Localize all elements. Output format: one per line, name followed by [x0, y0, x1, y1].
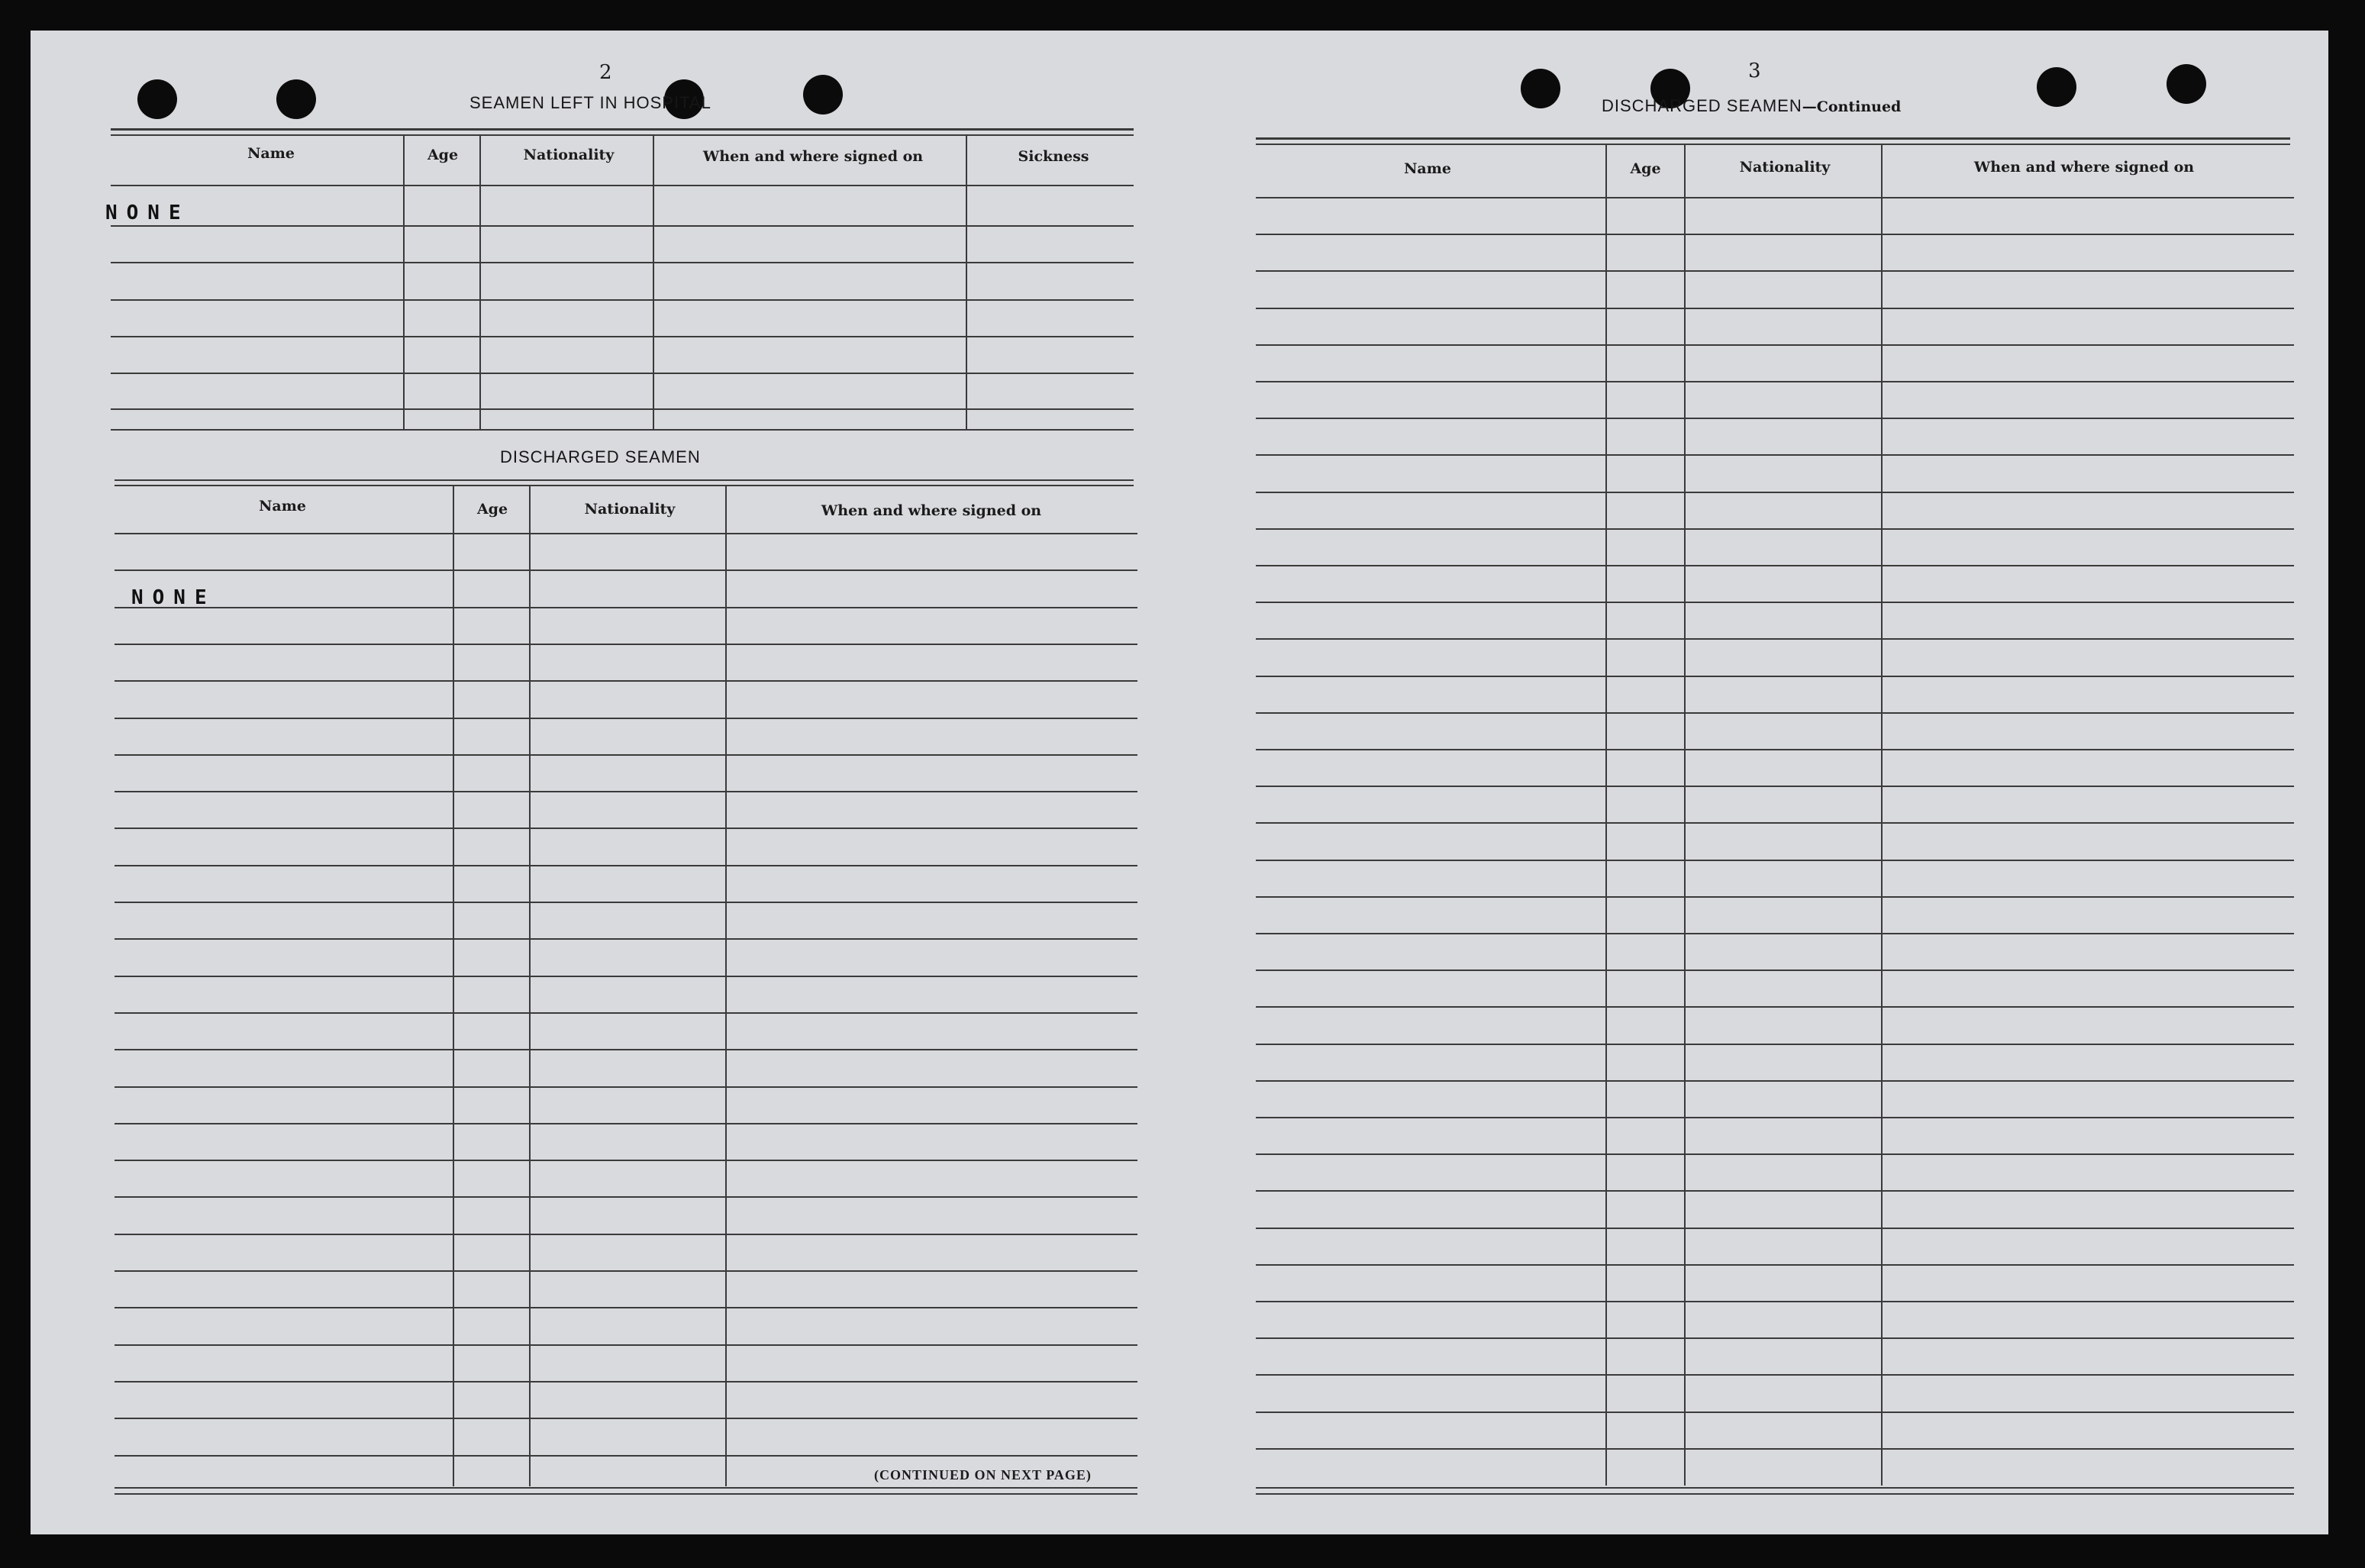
ruled-line: [1256, 1006, 2294, 1008]
punch-hole: [803, 75, 843, 115]
ruled-line: [115, 1012, 1137, 1014]
page-number: 3: [1748, 60, 1761, 82]
ruled-line: [1256, 1301, 2294, 1302]
ruled-line: [115, 938, 1137, 940]
title-suffix: —Continued: [1802, 98, 1902, 115]
ruled-line: [1256, 234, 2294, 235]
col-header-age: Age: [427, 147, 459, 163]
col-header-signed-on: When and where signed on: [702, 148, 924, 165]
ruled-line: [115, 680, 1137, 682]
ruled-line: [1256, 381, 2294, 382]
ruled-line: [1256, 749, 2294, 750]
ruled-line: [1256, 970, 2294, 971]
ruled-line: [115, 533, 1137, 534]
ruled-line: [115, 1196, 1137, 1198]
ruled-line: [1256, 454, 2294, 456]
punch-hole: [276, 79, 316, 119]
ruled-line: [115, 1234, 1137, 1235]
ruled-line: [115, 1418, 1137, 1419]
ruled-line: [1256, 1190, 2294, 1192]
ruled-line: [115, 644, 1137, 645]
ruled-line: [1256, 712, 2294, 714]
ruled-line: [1256, 638, 2294, 640]
form-sheet: [31, 31, 2328, 1534]
title-text: DISCHARGED SEAMEN: [1602, 96, 1802, 115]
ruled-line: [1256, 270, 2294, 272]
ruled-line: [115, 1455, 1137, 1457]
col-header-sickness: Sickness: [1018, 148, 1089, 165]
ruled-line: [1256, 197, 2294, 198]
ruled-line: [1256, 492, 2294, 493]
ruled-line: [115, 828, 1137, 829]
ruled-line: [115, 718, 1137, 719]
punch-hole: [2037, 67, 2076, 107]
ruled-line: [115, 1307, 1137, 1308]
ruled-line: [1256, 1044, 2294, 1045]
col-header-nationality: Nationality: [1739, 159, 1831, 176]
ruled-line: [1256, 822, 2294, 824]
ruled-line: [1256, 1080, 2294, 1082]
ruled-line: [115, 1160, 1137, 1161]
ruled-line: [1256, 602, 2294, 603]
ruled-line: [115, 1049, 1137, 1050]
col-header-nationality: Nationality: [523, 147, 615, 163]
ruled-line: [115, 1381, 1137, 1382]
ruled-line: [115, 1270, 1137, 1272]
page-number: 2: [599, 61, 612, 84]
ruled-line: [115, 607, 1137, 608]
discharged-continued-title: [1602, 96, 1901, 116]
ruled-line: [1256, 1374, 2294, 1376]
ruled-line: [1256, 1264, 2294, 1266]
col-header-signed-on: When and where signed on: [821, 502, 1042, 519]
ruled-line: [115, 1123, 1137, 1124]
continued-note: (CONTINUED ON NEXT PAGE): [874, 1467, 1092, 1483]
ruled-line: [1256, 1448, 2294, 1450]
punch-hole: [137, 79, 177, 119]
col-header-name: Name: [259, 498, 306, 515]
discharged-section-title: DISCHARGED SEAMEN: [500, 447, 701, 466]
ruled-line: [1256, 1228, 2294, 1229]
ruled-line: [115, 1086, 1137, 1088]
ruled-line: [1256, 933, 2294, 934]
ruled-line: [1256, 1493, 2294, 1495]
ruled-line: [1256, 418, 2294, 419]
hospital-section-title: SEAMEN LEFT IN HOSPITAL: [469, 93, 711, 112]
ruled-line: [115, 569, 1137, 571]
col-header-name: Name: [1404, 160, 1451, 177]
ruled-line: [1256, 1337, 2294, 1339]
ruled-line: [115, 865, 1137, 866]
ruled-line: [1256, 528, 2294, 530]
ruled-line: [1256, 896, 2294, 898]
hospital-entry-none: NONE: [105, 202, 190, 224]
ruled-line: [1256, 1487, 2294, 1489]
ruled-line: [1256, 786, 2294, 787]
punch-hole: [1521, 69, 1560, 108]
ruled-line: [1256, 308, 2294, 309]
ruled-line: [1256, 565, 2294, 566]
ruled-line: [115, 791, 1137, 792]
ruled-line: [1256, 1117, 2294, 1118]
ruled-line: [115, 1344, 1137, 1346]
ruled-line: [115, 1487, 1137, 1489]
col-header-signed-on: When and where signed on: [1973, 159, 2195, 176]
ruled-line: [1256, 1153, 2294, 1155]
ruled-line: [115, 902, 1137, 903]
ruled-line: [115, 976, 1137, 977]
col-header-age: Age: [1630, 160, 1661, 177]
ruled-line: [115, 1493, 1137, 1495]
ruled-line: [1256, 860, 2294, 861]
col-header-age: Age: [476, 501, 508, 518]
ruled-line: [1256, 676, 2294, 677]
ruled-line: [1256, 344, 2294, 346]
col-header-name: Name: [247, 145, 295, 162]
ruled-line: [1256, 1412, 2294, 1413]
punch-hole: [2167, 64, 2206, 104]
col-header-nationality: Nationality: [584, 501, 676, 518]
discharged-entry-none: NONE: [131, 586, 216, 609]
ruled-line: [115, 754, 1137, 756]
